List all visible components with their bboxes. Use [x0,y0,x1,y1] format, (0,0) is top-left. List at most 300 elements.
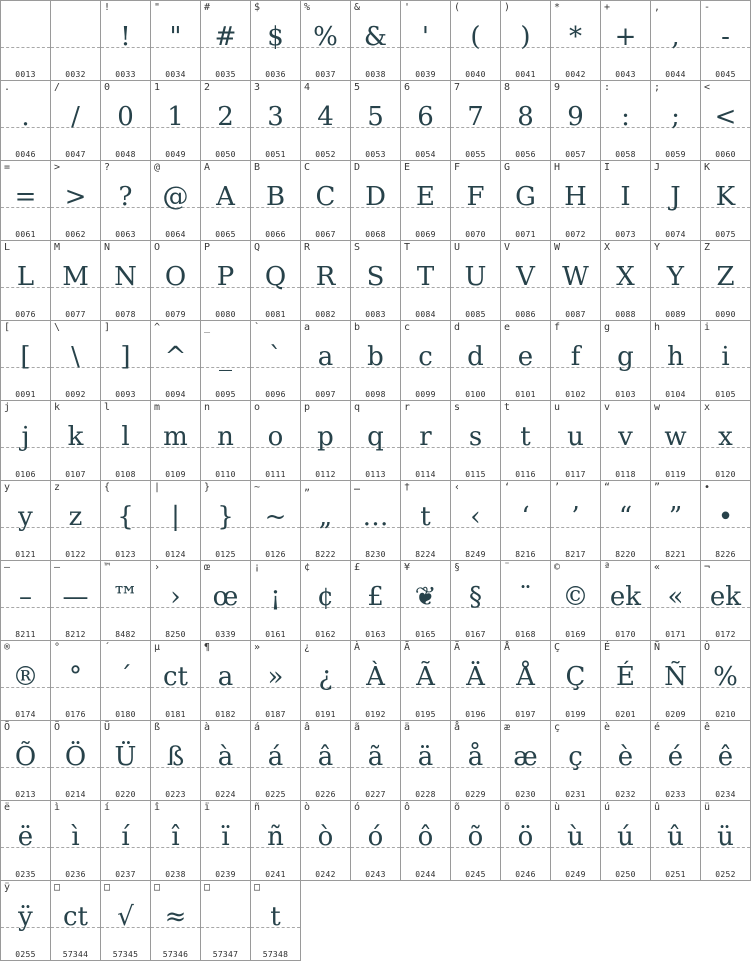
glyph-sample: œ [212,582,239,612]
char-code: 0090 [715,310,736,319]
glyph-cell [101,721,151,801]
char-code: 0061 [15,230,36,239]
glyph-cell [651,721,701,801]
cell-character-label: – [4,562,11,573]
char-code: 8224 [415,550,436,559]
cell-character-label: G [504,162,511,173]
glyph-sample: d [467,342,484,372]
glyph-cell [351,721,401,801]
glyph-sample: æ [513,742,538,772]
cell-character-label: á [254,722,261,733]
char-code: 0161 [265,630,286,639]
glyph-sample: é [667,742,684,772]
char-code: 0170 [615,630,636,639]
glyph-sample: ï [221,822,230,852]
cell-character-label: © [554,562,561,573]
glyph-cell [101,1,151,81]
glyph-cell [501,321,551,401]
cell-character-label: ` [254,322,261,333]
char-code: 0123 [115,550,136,559]
glyph-sample: W [562,262,589,292]
cell-character-label: W [554,242,561,253]
glyph-sample: = [14,182,37,212]
glyph-cell [301,161,351,241]
cell-character-label: ß [154,722,161,733]
cell-character-label: ™ [104,562,111,573]
glyph-sample: ct [62,902,88,932]
glyph-cell [51,161,101,241]
cell-character-label: Ç [554,642,561,653]
char-code: 0235 [15,870,36,879]
cell-character-label: µ [154,642,161,653]
cell-character-label: & [354,2,361,13]
glyph-sample: ek [609,582,642,612]
char-code: 8220 [615,550,636,559]
glyph-cell [101,401,151,481]
glyph-cell [651,561,701,641]
glyph-cell [101,241,151,321]
cell-character-label: û [654,802,661,813]
glyph-cell [151,641,201,721]
glyph-sample: à [217,742,234,772]
glyph-sample: … [362,502,389,532]
glyph-cell [301,801,351,881]
glyph-sample: I [620,182,631,212]
glyph-cell [151,81,201,161]
char-code: 0058 [615,150,636,159]
cell-character-label: ö [504,802,511,813]
glyph-sample: b [367,342,384,372]
glyph-cell [401,241,451,321]
char-code: 0103 [615,390,636,399]
glyph-cell [301,241,351,321]
glyph-cell [251,81,301,161]
glyph-cell [401,721,451,801]
cell-character-label: } [204,482,211,493]
glyph-sample: m [163,422,188,452]
char-code: 0046 [15,150,36,159]
cell-character-label: j [4,402,11,413]
char-code: 0171 [665,630,686,639]
glyph-cell [451,321,501,401]
glyph-cell [301,81,351,161]
char-code: 0226 [315,790,336,799]
cell-character-label: # [204,2,211,13]
glyph-sample: 4 [317,102,334,132]
char-code: 0033 [115,70,136,79]
glyph-sample: ’ [571,502,580,532]
glyph-cell [201,641,251,721]
glyph-sample: q [367,422,384,452]
glyph-cell [1,161,51,241]
char-code: 0108 [115,470,136,479]
glyph-sample: \ [71,342,80,372]
cell-character-label: ‘ [504,482,511,493]
glyph-cell [351,801,401,881]
glyph-sample: Z [716,262,735,292]
glyph-cell [401,321,451,401]
glyph-sample: √ [117,902,134,932]
cell-character-label: % [304,2,311,13]
glyph-cell [51,881,101,961]
cell-character-label: 9 [554,82,561,93]
glyph-sample: % [313,22,338,52]
glyph-cell [251,801,301,881]
cell-character-label: 7 [454,82,461,93]
glyph-cell [601,481,651,561]
glyph-cell [101,801,151,881]
cell-character-label: $ [254,2,261,13]
glyph-sample: U [464,262,487,292]
char-code: 0066 [265,230,286,239]
char-code: 0110 [215,470,236,479]
glyph-sample: J [670,182,681,212]
glyph-sample: r [419,422,432,452]
cell-character-label: Å [504,642,511,653]
glyph-sample: Ä [466,662,485,692]
cell-character-label: » [254,642,261,653]
glyph-cell [501,241,551,321]
glyph-sample: ; [671,102,680,132]
glyph-sample: © [562,582,589,612]
glyph-cell [101,161,151,241]
glyph-cell [1,801,51,881]
cell-character-label: Y [654,242,661,253]
char-code: 0118 [615,470,636,479]
char-code: 0237 [115,870,136,879]
cell-character-label: d [454,322,461,333]
char-code: 0047 [65,150,86,159]
cell-character-label: - [704,2,711,13]
glyph-cell [651,1,701,81]
glyph-cell [551,321,601,401]
glyph-sample: B [265,182,286,212]
char-code: 0034 [165,70,186,79]
cell-character-label: q [354,402,361,413]
char-code: 0081 [265,310,286,319]
glyph-sample: g [617,342,634,372]
char-code: 0117 [565,470,586,479]
glyph-sample: K [715,182,736,212]
char-code: 0055 [465,150,486,159]
glyph-cell [1,1,51,81]
char-code: 0121 [15,550,36,559]
glyph-sample: ≈ [164,902,187,932]
glyph-cell [601,561,651,641]
cell-character-label: □ [154,882,161,893]
glyph-sample: ` [269,342,282,372]
char-code: 0224 [215,790,236,799]
glyph-cell [551,801,601,881]
cell-character-label: ) [504,2,511,13]
char-code: 0232 [615,790,636,799]
glyph-sample: Ç [565,662,586,692]
cell-character-label: v [604,402,611,413]
glyph-cell [251,401,301,481]
glyph-sample: N [114,262,137,292]
glyph-sample: @ [162,182,189,212]
char-code: 0245 [465,870,486,879]
char-code: 0062 [65,230,86,239]
cell-character-label: 6 [404,82,411,93]
glyph-cell [701,801,751,881]
glyph-sample: * [569,22,582,52]
char-code: 0101 [515,390,536,399]
glyph-cell [451,721,501,801]
char-code: 0172 [715,630,736,639]
char-code: 0088 [615,310,636,319]
char-code: 0080 [215,310,236,319]
char-code: 0013 [15,70,36,79]
char-code: 8217 [565,550,586,559]
glyph-cell [651,321,701,401]
glyph-sample: o [267,422,284,452]
cell-character-label: A [204,162,211,173]
char-code: 0244 [415,870,436,879]
glyph-cell [51,401,101,481]
glyph-cell [201,801,251,881]
cell-character-label: ê [704,722,711,733]
glyph-cell [551,641,601,721]
glyph-sample: å [467,742,484,772]
glyph-cell [451,641,501,721]
char-code: 0043 [615,70,636,79]
glyph-cell [601,241,651,321]
glyph-sample: » [267,662,284,692]
glyph-cell [501,481,551,561]
glyph-cell [601,1,651,81]
glyph-cell [51,481,101,561]
char-code: 8249 [465,550,486,559]
char-code: 8216 [515,550,536,559]
char-code: 8222 [315,550,336,559]
cell-character-label: u [554,402,561,413]
glyph-sample: ´ [119,662,132,692]
glyph-sample: 8 [517,102,534,132]
cell-character-label: J [654,162,661,173]
glyph-sample: • [717,502,734,532]
cell-character-label: … [354,482,361,493]
char-code: 0079 [165,310,186,319]
char-code: 0067 [315,230,336,239]
glyph-cell [151,161,201,241]
glyph-cell [201,721,251,801]
cell-character-label: ü [704,802,711,813]
glyph-sample: ct [162,662,188,692]
cell-character-label: â [304,722,311,733]
glyph-cell [551,81,601,161]
cell-character-label: b [354,322,361,333]
char-code: 0077 [65,310,86,319]
cell-character-label: è [604,722,611,733]
char-code: 0233 [665,790,686,799]
glyph-sample: X [616,262,635,292]
glyph-cell [1,241,51,321]
glyph-sample: ” [668,502,683,532]
glyph-cell [551,241,601,321]
char-code: 0083 [365,310,386,319]
glyph-cell [151,401,201,481]
glyph-sample: P [216,262,235,292]
char-code: 0124 [165,550,186,559]
glyph-cell [151,241,201,321]
char-code: 0214 [65,790,86,799]
cell-character-label: Ñ [654,642,661,653]
glyph-cell [651,641,701,721]
glyph-cell [351,81,401,161]
cell-character-label: „ [304,482,311,493]
cell-character-label: m [154,402,161,413]
char-code: 0073 [615,230,636,239]
glyph-sample: ¡ [270,582,281,612]
glyph-sample: ¨ [519,582,532,612]
char-code: 0231 [565,790,586,799]
glyph-cell [501,561,551,641]
glyph-sample: M [62,262,89,292]
char-code: 0116 [515,470,536,479]
glyph-cell [101,321,151,401]
glyph-sample: f [570,342,581,372]
char-code: 0163 [365,630,386,639]
glyph-sample: _ [219,342,232,372]
cell-character-label: Õ [4,722,11,733]
char-code: 0074 [665,230,686,239]
glyph-sample: Y [666,262,685,292]
glyph-cell [451,481,501,561]
glyph-sample: V [516,262,535,292]
char-code: 0104 [665,390,686,399]
glyph-cell [1,81,51,161]
char-code: 0120 [715,470,736,479]
char-code: 0100 [465,390,486,399]
char-code: 0098 [365,390,386,399]
glyph-cell [301,721,351,801]
cell-character-label: ´ [104,642,111,653]
glyph-cell [701,641,751,721]
cell-character-label: " [154,2,161,13]
glyph-sample: k [67,422,84,452]
cell-character-label: ' [404,2,411,13]
char-code: 0065 [215,230,236,239]
char-code: 0223 [165,790,186,799]
cell-character-label: l [104,402,111,413]
char-code: 0086 [515,310,536,319]
glyph-sample: Q [264,262,287,292]
char-code: 0236 [65,870,86,879]
cell-character-label: p [304,402,311,413]
glyph-sample: D [365,182,386,212]
char-code: 57344 [62,950,89,959]
char-code: 0187 [265,710,286,719]
glyph-sample: õ [467,822,484,852]
char-code: 0063 [115,230,136,239]
char-code: 0168 [515,630,536,639]
char-code: 0255 [15,950,36,959]
glyph-sample: í [121,822,130,852]
char-code: 57347 [212,950,239,959]
char-code: 0197 [515,710,536,719]
cell-character-label: k [54,402,61,413]
glyph-sample: 3 [267,102,284,132]
char-code: 0107 [65,470,86,479]
cell-character-label: ¿ [304,642,311,653]
cell-character-label: 8 [504,82,511,93]
char-code: 0111 [265,470,286,479]
char-code: 8226 [715,550,736,559]
glyph-cell [51,801,101,881]
glyph-sample: ç [568,742,583,772]
cell-character-label: 1 [154,82,161,93]
glyph-cell [351,561,401,641]
glyph-cell [151,321,201,401]
glyph-sample: R [315,262,336,292]
glyph-cell [51,241,101,321]
char-code: 0112 [315,470,336,479]
cell-character-label: > [54,162,61,173]
glyph-sample: . [21,102,30,132]
cell-character-label: | [154,482,161,493]
cell-character-label: E [404,162,411,173]
glyph-sample: ~ [264,502,287,532]
glyph-sample: ) [520,22,531,52]
glyph-cell [201,81,251,161]
glyph-sample: Ü [114,742,137,772]
char-code: 0174 [15,710,36,719]
glyph-sample: C [315,182,336,212]
cell-character-label: œ [204,562,211,573]
glyph-cell [251,241,301,321]
cell-character-label: 0 [104,82,111,93]
char-code: 0040 [465,70,486,79]
cell-character-label: ã [354,722,361,733]
cell-character-label: ª [604,562,611,573]
glyph-sample: , [671,22,680,52]
glyph-cell [451,801,501,881]
cell-character-label: + [604,2,611,13]
glyph-cell [601,321,651,401]
glyph-cell [601,161,651,241]
glyph-sample: A [216,182,235,212]
glyph-cell [201,1,251,81]
cell-character-label: ¨ [504,562,511,573]
cell-character-label: R [304,242,311,253]
char-code: 0213 [15,790,36,799]
glyph-cell [51,561,101,641]
cell-character-label: “ [604,482,611,493]
cell-character-label: 5 [354,82,361,93]
cell-character-label: □ [204,882,211,893]
cell-character-label: À [354,642,361,653]
char-code: 0227 [365,790,386,799]
glyph-sample: L [16,262,35,292]
cell-character-label: ä [404,722,411,733]
glyph-cell [1,321,51,401]
glyph-sample: s [468,422,483,452]
glyph-cell [1,401,51,481]
glyph-cell [101,561,151,641]
char-code: 0242 [315,870,336,879]
glyph-cell [201,241,251,321]
baseline-guide [201,927,250,928]
cell-character-label: † [404,482,411,493]
glyph-cell [701,321,751,401]
glyph-cell [251,1,301,81]
glyph-sample: ¢ [317,582,334,612]
glyph-sample: ( [470,22,481,52]
char-code: 0068 [365,230,386,239]
glyph-cell [151,881,201,961]
glyph-sample: - [721,22,730,52]
